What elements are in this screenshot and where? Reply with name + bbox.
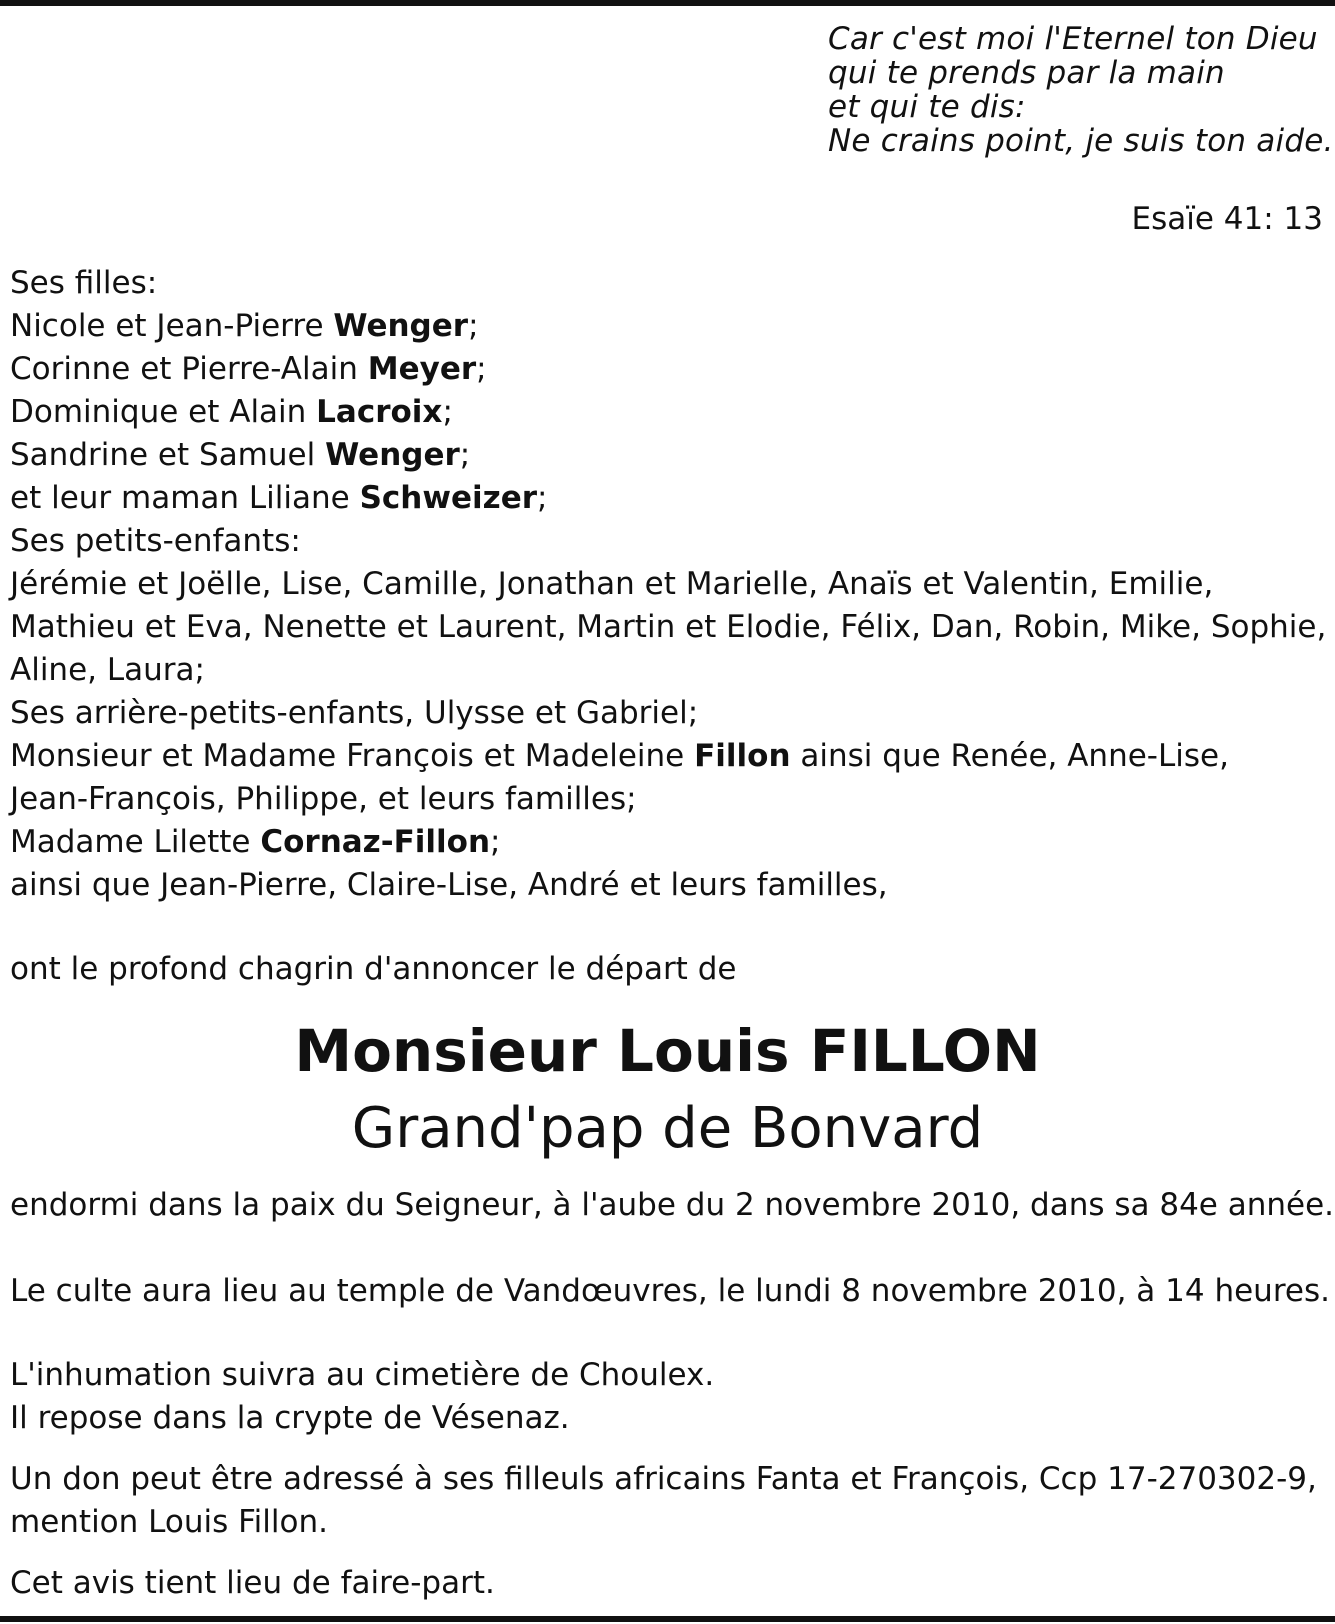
death-notice <box>10 1184 1335 1227</box>
verse-reference: Esaïe 41: 13 <box>1131 201 1323 237</box>
bottom-rule <box>0 1616 1335 1622</box>
closing-notice <box>10 1562 1330 1605</box>
donation-line: Un don peut être adressé à ses filleuls africains Fanta et François, Ccp 17-270302-9, <box>10 1461 1317 1497</box>
verse-line: et qui te dis: <box>828 89 1026 125</box>
announcement-text: ont le profond chagrin d'annoncer le départ de <box>10 951 737 987</box>
family-line: Madame Lilette Cornaz-Fillon; <box>10 824 501 860</box>
service-notice <box>10 1270 1330 1313</box>
family-line: Ses arrière-petits-enfants, Ulysse et Gabriel; <box>10 695 699 731</box>
family-line: Ses petits-enfants: <box>10 523 301 559</box>
family-line: Ses filles: <box>10 265 158 301</box>
family-line: Corinne et Pierre-Alain Meyer; <box>10 351 487 387</box>
family-line: et leur maman Liliane Schweizer; <box>10 480 548 516</box>
death-line: endormi dans la paix du Seigneur, à l'aube du 2 novembre 2010, dans sa 84e année. <box>10 1187 1335 1223</box>
top-rule <box>0 0 1335 6</box>
burial-line: L'inhumation suivra au cimetière de Choulex. <box>10 1357 715 1393</box>
deceased-name: Monsieur Louis FILLON <box>294 1017 1041 1085</box>
verse-line: Ne crains point, je suis ton aide. <box>828 123 1334 159</box>
verse-line: qui te prends par la main <box>828 55 1225 91</box>
family-line: Mathieu et Eva, Nenette et Laurent, Martin et Elodie, Félix, Dan, Robin, Mike, Sophie, <box>10 609 1327 645</box>
verse-line: Car c'est moi l'Eternel ton Dieu <box>828 21 1318 57</box>
family-line: Aline, Laura; <box>10 652 205 688</box>
burial-line: Il repose dans la crypte de Vésenaz. <box>10 1400 570 1436</box>
family-line: ainsi que Jean-Pierre, Claire-Lise, André et leurs familles, <box>10 867 888 903</box>
family-list <box>10 262 1330 907</box>
family-line: Sandrine et Samuel Wenger; <box>10 437 471 473</box>
family-line: Jean-François, Philippe, et leurs familles; <box>10 781 637 817</box>
deceased-nickname: Grand'pap de Bonvard <box>351 1096 984 1161</box>
bible-verse <box>828 21 1334 159</box>
family-line: Dominique et Alain Lacroix; <box>10 394 453 430</box>
donation-line: mention Louis Fillon. <box>10 1504 328 1540</box>
family-line: Nicole et Jean-Pierre Wenger; <box>10 308 479 344</box>
closing-line: Cet avis tient lieu de faire-part. <box>10 1565 495 1601</box>
family-line: Monsieur et Madame François et Madeleine Fillon ainsi que Renée, Anne-Lise, <box>10 738 1229 774</box>
service-line: Le culte aura lieu au temple de Vandœuvres, le lundi 8 novembre 2010, à 14 heures. <box>10 1273 1330 1309</box>
family-line: Jérémie et Joëlle, Lise, Camille, Jonathan et Marielle, Anaïs et Valentin, Emilie, <box>10 566 1214 602</box>
burial-notice <box>10 1354 1330 1440</box>
donation-notice <box>10 1458 1330 1544</box>
